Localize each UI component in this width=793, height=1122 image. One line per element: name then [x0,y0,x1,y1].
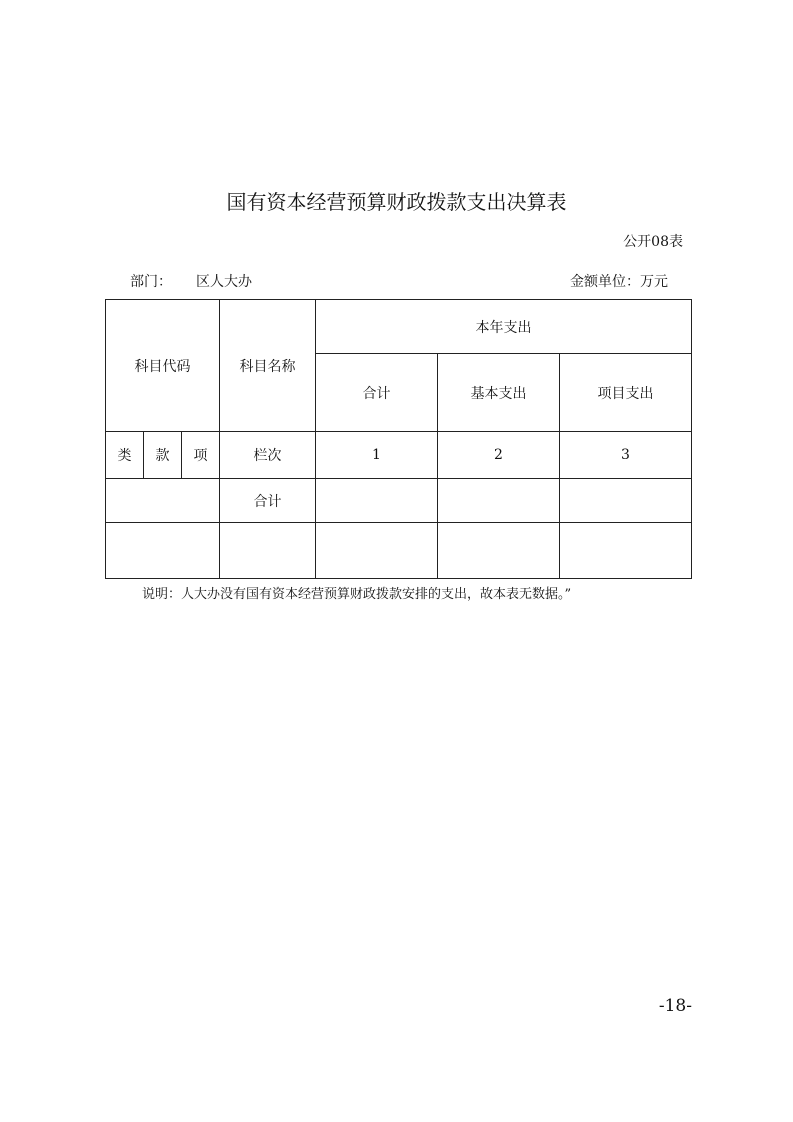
cell-empty-sum [316,523,438,579]
cell-empty-name [220,523,316,579]
expenditure-table [105,299,692,579]
header-basic-expense: 基本支出 [438,354,560,432]
page-title: 国有资本经营预算财政拨款支出决算表 [226,190,567,214]
table-row-column-number [106,432,692,479]
cell-total-project [560,479,692,523]
cell-total-label: 合计 [220,479,316,523]
form-number: 公开08表 [623,234,683,250]
table-header-row [106,300,692,354]
header-year-expense: 本年支出 [316,300,692,354]
table-row-empty [106,523,692,579]
header-subject-code: 科目代码 [106,300,220,432]
cell-num-2: 2 [438,432,560,479]
cell-empty-basic [438,523,560,579]
table-row-total [106,479,692,523]
amount-unit: 金额单位：万元 [570,274,668,290]
header-total: 合计 [316,354,438,432]
cell-total-basic [438,479,560,523]
table-note: 说明：人大办没有国有资本经营预算财政拨款安排的支出，故本表无数据。” [142,587,572,602]
cell-total-code [106,479,220,523]
department-label: 部门： [130,274,172,290]
cell-empty-code [106,523,220,579]
header-subject-name: 科目名称 [220,300,316,432]
cell-num-1: 1 [316,432,438,479]
cell-column-no-label: 栏次 [220,432,316,479]
cell-kuan: 款 [144,432,182,479]
department-value: 区人大办 [196,274,252,290]
cell-xiang: 项 [182,432,220,479]
cell-empty-project [560,523,692,579]
cell-num-3: 3 [560,432,692,479]
cell-lei: 类 [106,432,144,479]
page-number: -18- [658,996,692,1016]
cell-total-sum [316,479,438,523]
header-project-expense: 项目支出 [560,354,692,432]
